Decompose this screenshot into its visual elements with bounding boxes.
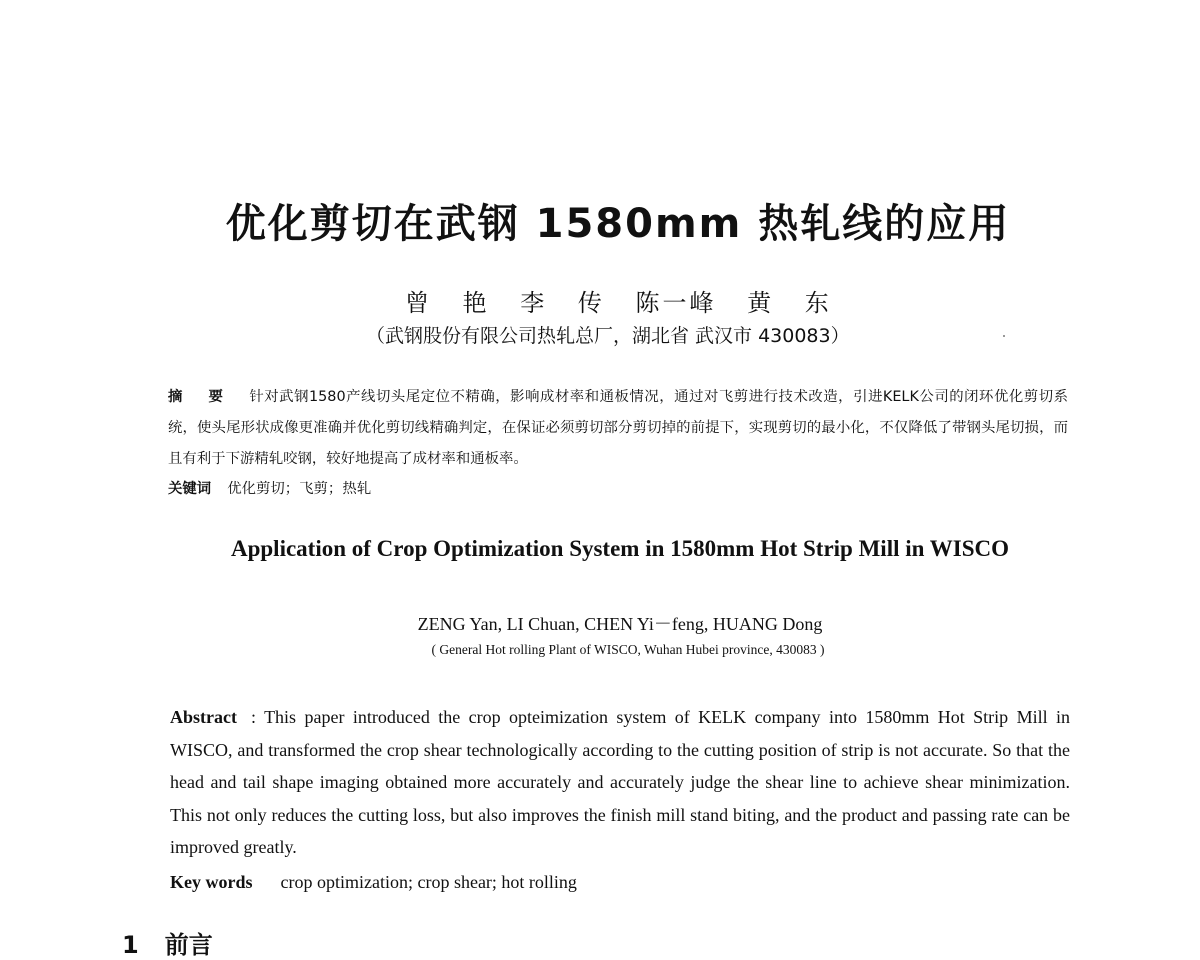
- english-affiliation: ( General Hot rolling Plant of WISCO, Wuhan Hubei province, 430083 ): [431, 642, 825, 657]
- english-title: Application of Crop Optimization System in 1580mm Hot Strip Mill in WISCO: [230, 536, 1009, 561]
- chinese-affiliation: （武钢股份有限公司热轧总厂，湖北省 武汉市 430083）: [366, 325, 850, 347]
- english-keywords: [170, 866, 577, 898]
- chinese-keywords: [168, 474, 371, 505]
- chinese-abstract: [168, 382, 1068, 475]
- english-abstract: [170, 701, 1070, 864]
- english-authors: ZENG Yan, LI Chuan, CHEN Yi－feng, HUANG Dong: [417, 614, 823, 634]
- chinese-keywords-text: 优化剪切；飞剪；热轧: [227, 481, 372, 497]
- scan-speck: [1003, 335, 1005, 337]
- chinese-keywords-label: 关键词: [168, 481, 212, 497]
- english-keywords-text: crop optimization; crop shear; hot rolling: [280, 872, 577, 892]
- english-abstract-label: Abstract: [170, 707, 237, 727]
- chinese-abstract-label: 摘 要: [168, 389, 234, 405]
- chinese-abstract-text: 针对武钢1580产线切头尾定位不精确，影响成材率和通板情况，通过对飞剪进行技术改造，引进KELK公司的闭环优化剪切系统，使头尾形状成像更准确并优化剪切线精确判定，在保证必须剪切部分剪切掉的前提下，实现剪切的最小化，不仅降低了带钢头尾切损，而且有利于下游精轧咬钢，较好地提高了成材率和通板率。: [168, 389, 1068, 467]
- english-keywords-label: Key words: [170, 872, 253, 892]
- chinese-title: 优化剪切在武钢 1580mm 热轧线的应用: [225, 201, 1011, 247]
- section-number: 1: [122, 931, 139, 959]
- chinese-authors: 曾 艳 李 传 陈一峰 黄 东: [405, 289, 832, 317]
- section-title: 前言: [164, 931, 213, 959]
- english-abstract-text: : This paper introduced the crop opteimization system of KELK company into 1580mm Hot Strip Mill in WISCO, and transformed the crop shear technologically according to the cutting position of strip is not accurate. So that the head and tail shape imaging obtained more accurately and accurately judge the shear line to achieve shear minimization. This not only reduces the cutting loss, but also improves the finish mill stand biting, and the product and passing rate can be improved greatly.: [170, 707, 1070, 857]
